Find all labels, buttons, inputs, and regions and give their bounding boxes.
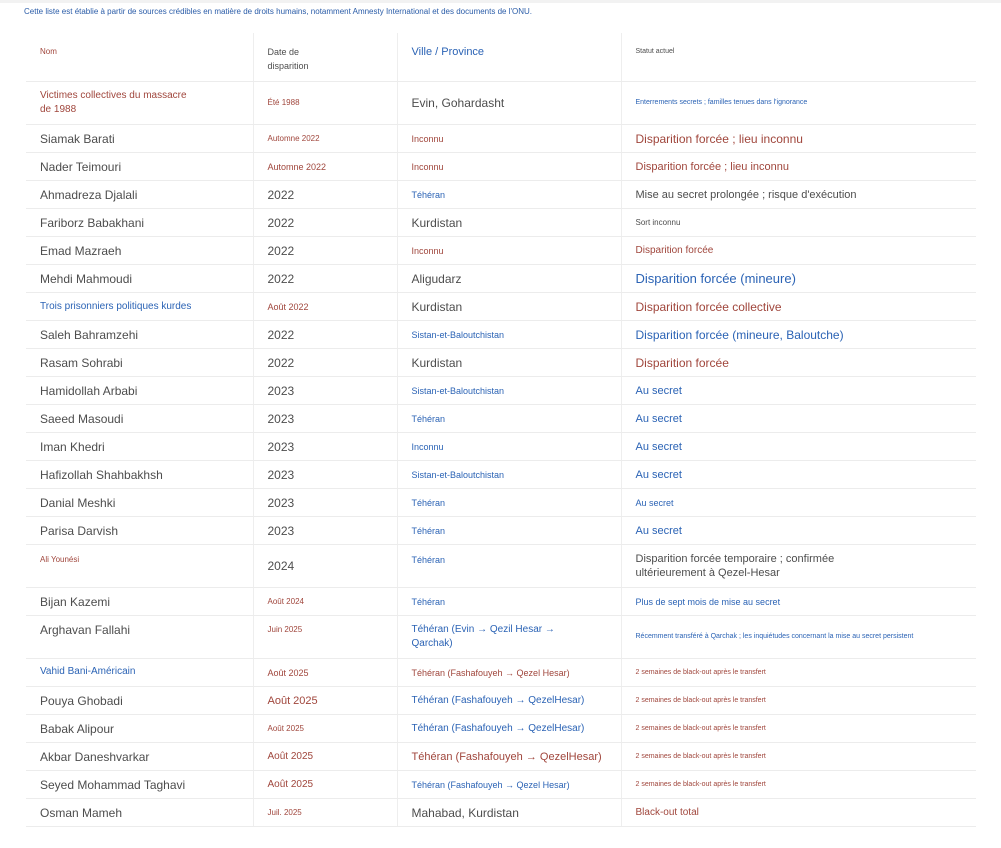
row-name: Bijan Kazemi — [40, 594, 111, 609]
row-place: Téhéran — [411, 555, 446, 565]
row-status: Disparition forcée — [635, 244, 714, 256]
row-date: 2022 — [267, 271, 295, 286]
row-status: Au secret — [635, 524, 682, 537]
intro-note: Cette liste est établie à partir de sources crédibles en matière de droits humains, notamment Amnesty International et des documents de l'ONU. — [24, 7, 533, 16]
row-date: 2023 — [267, 495, 295, 510]
row-name: Babak Alipour — [40, 721, 115, 736]
header-place: Ville / Province — [411, 46, 485, 58]
row-place: Kurdistan — [411, 355, 463, 370]
header-name: Nom — [40, 47, 57, 56]
row-place: Sistan-et-Baloutchistan — [411, 329, 505, 340]
row-status: Sort inconnu — [635, 217, 681, 227]
table-row — [26, 659, 976, 687]
row-status: Enterrements secrets ; familles tenues dans l'ignorance — [635, 99, 808, 106]
table-row — [26, 265, 976, 293]
row-date: 2023 — [267, 383, 295, 398]
table-row — [26, 349, 976, 377]
row-name: Osman Mameh — [40, 805, 123, 820]
row-place: Sistan-et-Baloutchistan — [411, 469, 505, 480]
row-status: Au secret — [635, 384, 682, 397]
row-place: Inconnu — [411, 133, 444, 144]
row-name: Seyed Mohammad Taghavi — [40, 777, 186, 792]
row-name: Siamak Barati — [40, 131, 115, 146]
row-place: Téhéran (Fashafouyeh → Qezel Hesar) — [411, 779, 570, 790]
row-date: Août 2025 — [267, 694, 318, 707]
table-row — [26, 377, 976, 405]
row-date: Août 2025 — [267, 723, 304, 733]
table-row — [26, 237, 976, 265]
row-date: 2024 — [267, 559, 295, 573]
row-date: 2022 — [267, 187, 295, 202]
row-place: Sistan-et-Baloutchistan — [411, 385, 505, 396]
row-date: 2022 — [267, 355, 295, 370]
table-row — [26, 181, 976, 209]
row-name: Vahid Bani-Américain — [40, 666, 136, 677]
row-name: Akbar Daneshvarkar — [40, 749, 150, 764]
row-status: Disparition forcée ; lieu inconnu — [635, 160, 789, 173]
row-place: Téhéran (Fashafouyeh → QezelHesar) — [411, 722, 585, 734]
row-date: 2023 — [267, 467, 295, 482]
table-row — [26, 715, 976, 743]
table-row — [26, 461, 976, 489]
row-status: Au secret — [635, 412, 682, 425]
row-place: Téhéran — [411, 413, 446, 424]
row-name: Ahmadreza Djalali — [40, 187, 138, 202]
row-status: Disparition forcée collective — [635, 299, 782, 314]
row-date: 2023 — [267, 523, 295, 538]
row-name: Iman Khedri — [40, 439, 105, 454]
row-place: Téhéran — [411, 189, 446, 200]
row-status: Black-out total — [635, 806, 699, 818]
row-name: Nader Teimouri — [40, 159, 122, 174]
table-row — [26, 771, 976, 799]
row-status: 2 semaines de black-out après le transfert — [635, 780, 766, 788]
row-name: Victimes collectives du massacre de 1988 — [40, 90, 187, 115]
row-place: Kurdistan — [411, 299, 463, 314]
row-name: Hafizollah Shahbakhsh — [40, 467, 163, 482]
row-date: 2022 — [267, 243, 295, 258]
table-row — [26, 517, 976, 545]
row-date: Automne 2022 — [267, 133, 320, 143]
row-name: Danial Meshki — [40, 495, 116, 510]
row-place: Téhéran (Fashafouyeh → QezelHesar) — [411, 750, 602, 763]
row-date: Août 2022 — [267, 301, 309, 312]
row-place: Mahabad, Kurdistan — [411, 805, 519, 820]
table-row — [26, 616, 976, 659]
row-status: 2 semaines de black-out après le transfert — [635, 696, 766, 704]
row-date: 2022 — [267, 327, 295, 342]
row-date: Juil. 2025 — [267, 807, 302, 817]
row-date: 2023 — [267, 411, 295, 426]
row-date: 2023 — [267, 439, 295, 454]
row-name: Rasam Sohrabi — [40, 355, 123, 370]
row-date: Août 2025 — [267, 778, 314, 790]
row-place: Téhéran (Evin → Qezil Hesar → Qarchak) — [411, 624, 555, 649]
table-row — [26, 588, 976, 616]
row-date: Juin 2025 — [267, 625, 303, 634]
table-row — [26, 293, 976, 321]
row-date: Août 2025 — [267, 750, 314, 762]
row-status: Au secret — [635, 440, 682, 453]
row-status: Récemment transféré à Qarchak ; les inquiétudes concernant la mise au secret persistent — [635, 633, 914, 640]
row-place: Téhéran — [411, 596, 446, 607]
row-name: Mehdi Mahmoudi — [40, 271, 133, 286]
table-row — [26, 82, 976, 125]
row-name: Saeed Masoudi — [40, 411, 124, 426]
row-place: Inconnu — [411, 245, 444, 256]
table-header — [26, 33, 976, 82]
table-row — [26, 545, 976, 588]
row-name: Pouya Ghobadi — [40, 693, 123, 708]
row-place: Inconnu — [411, 161, 444, 172]
row-status: Disparition forcée temporaire ; confirmée ultérieurement à Qezel-Hesar — [635, 553, 835, 579]
table-row — [26, 799, 976, 827]
table-row — [26, 687, 976, 715]
row-status: Disparition forcée (mineure, Baloutche) — [635, 327, 844, 342]
row-name: Ali Younési — [40, 555, 80, 564]
row-place: Inconnu — [411, 441, 444, 452]
row-place: Téhéran (Fashafouyeh → QezelHesar) — [411, 694, 585, 706]
table-row — [26, 433, 976, 461]
top-border — [0, 0, 1001, 3]
row-name: Parisa Darvish — [40, 523, 119, 538]
row-place: Téhéran — [411, 525, 446, 536]
row-date: 2022 — [267, 215, 295, 230]
row-status: Au secret — [635, 468, 682, 481]
row-status: 2 semaines de black-out après le transfert — [635, 668, 766, 676]
row-place: Téhéran (Fashafouyeh → Qezel Hesar) — [411, 667, 570, 678]
row-place: Kurdistan — [411, 215, 463, 230]
row-name: Fariborz Babakhani — [40, 215, 145, 230]
row-status: Mise au secret prolongée ; risque d'exécution — [635, 188, 857, 201]
header-date: Date de disparition — [267, 47, 309, 71]
row-place: Téhéran — [411, 497, 446, 508]
row-date: Automne 2022 — [267, 161, 327, 172]
table-row — [26, 743, 976, 771]
row-date: Été 1988 — [267, 98, 300, 107]
table-row — [26, 321, 976, 349]
row-date: Août 2024 — [267, 596, 304, 606]
header-status: Statut actuel — [635, 48, 675, 55]
table-row — [26, 489, 976, 517]
row-place: Evin, Gohardasht — [411, 96, 505, 110]
row-name: Hamidollah Arbabi — [40, 383, 138, 398]
row-status: Au secret — [635, 497, 674, 508]
table-row — [26, 209, 976, 237]
row-status: Disparition forcée (mineure) — [635, 270, 796, 286]
row-name: Arghavan Fallahi — [40, 623, 131, 637]
row-status: 2 semaines de black-out après le transfert — [635, 752, 766, 760]
table-row — [26, 153, 976, 181]
row-place: Aligudarz — [411, 271, 462, 286]
row-name: Saleh Bahramzehi — [40, 327, 139, 342]
row-status: Disparition forcée ; lieu inconnu — [635, 131, 803, 146]
row-status: Plus de sept mois de mise au secret — [635, 596, 781, 607]
table-row — [26, 125, 976, 153]
row-name: Emad Mazraeh — [40, 243, 122, 258]
row-name: Trois prisonniers politiques kurdes — [40, 300, 192, 312]
row-date: Août 2025 — [267, 667, 309, 678]
row-status: 2 semaines de black-out après le transfert — [635, 724, 766, 732]
table-row — [26, 405, 976, 433]
disappearances-table — [26, 33, 976, 827]
row-status: Disparition forcée — [635, 355, 729, 370]
